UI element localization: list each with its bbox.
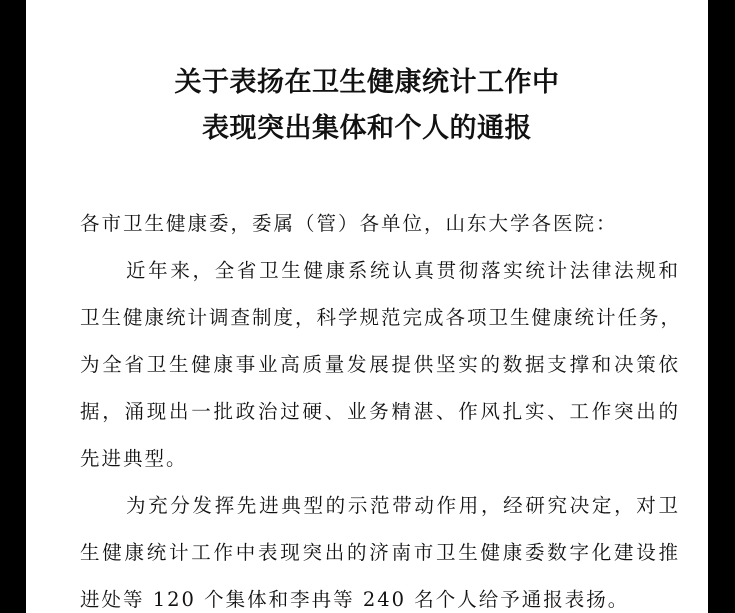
- paragraph-1-line-5: 先进典型。: [80, 447, 188, 470]
- salutation: 各市卫生健康委，委属（管）各单位，山东大学各医院：: [80, 212, 618, 235]
- paragraph-2-line-3: 进处等 120 个集体和李冉等 240 名个人给予通报表扬。: [80, 588, 630, 611]
- document-title-line-2: 表现突出集体和个人的通报: [202, 113, 532, 144]
- paragraph-1-line-2: 卫生健康统计调查制度，科学规范完成各项卫生健康统计任务，: [80, 306, 683, 329]
- document-title-line-1: 关于表扬在卫生健康统计工作中: [174, 67, 560, 98]
- paragraph-2-line-1: 为充分发挥先进典型的示范带动作用，经研究决定，对卫: [126, 494, 680, 517]
- paragraph-1-line-1: 近年来，全省卫生健康系统认真贯彻落实统计法律法规和: [126, 259, 680, 282]
- paragraph-1-line-3: 为全省卫生健康事业高质量发展提供坚实的数据支撑和决策依: [80, 353, 680, 376]
- paragraph-2-line-2: 生健康统计工作中表现突出的济南市卫生健康委数字化建设推: [80, 541, 680, 564]
- paragraph-1-line-4: 据，涌现出一批政治过硬、业务精湛、作风扎实、工作突出的: [80, 400, 680, 423]
- document-page: [26, 0, 708, 613]
